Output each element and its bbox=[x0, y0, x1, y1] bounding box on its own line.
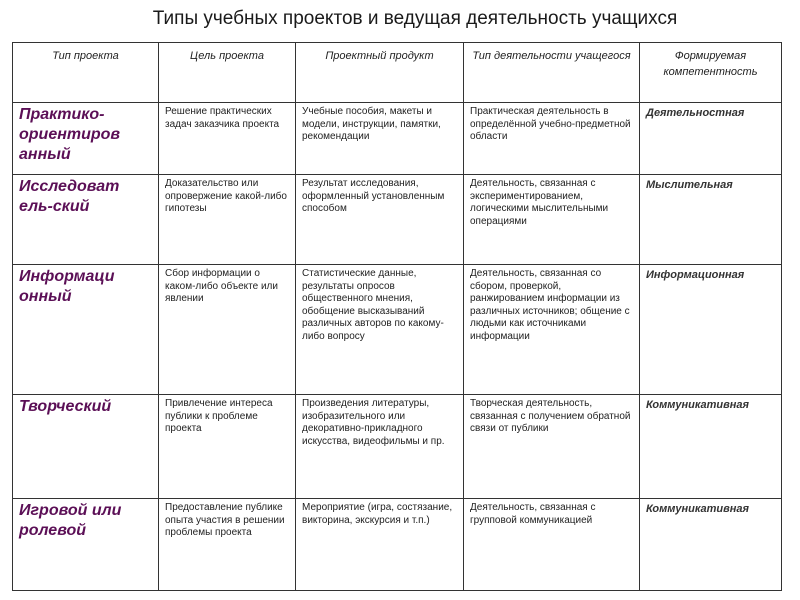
project-type-cell: Творческий bbox=[13, 395, 159, 499]
competence-cell: Информационная bbox=[640, 265, 782, 395]
project-product-cell: Произведения литературы, изобразительного или декоративно-прикладного искусства, видеофильмы и пр. bbox=[296, 395, 464, 499]
project-product-cell: Результат исследования, оформленный установленным способом bbox=[296, 175, 464, 265]
project-type-cell: Исследоват ель-ский bbox=[13, 175, 159, 265]
projects-table bbox=[12, 42, 782, 591]
project-product-cell: Мероприятие (игра, состязание, викторина, экскурсия и т.п.) bbox=[296, 499, 464, 591]
project-goal-cell: Доказательство или опровержение какой-либо гипотезы bbox=[159, 175, 296, 265]
activity-type-cell: Деятельность, связанная с экспериментированием, логическими мыслительными операциями bbox=[464, 175, 640, 265]
activity-type-cell: Практическая деятельность в определённой учебно-предметной области bbox=[464, 103, 640, 175]
table-row bbox=[13, 175, 782, 265]
activity-type-cell: Деятельность, связанная со сбором, проверкой, ранжированием информации из различных источников; общение с людьми как источниками информации bbox=[464, 265, 640, 395]
project-goal-cell: Решение практических задач заказчика проекта bbox=[159, 103, 296, 175]
table-row bbox=[13, 499, 782, 591]
activity-type-cell: Деятельность, связанная с групповой коммуникацией bbox=[464, 499, 640, 591]
project-goal-cell: Предоставление публике опыта участия в решении проблемы проекта bbox=[159, 499, 296, 591]
project-product-cell: Статистические данные, результаты опросов общественного мнения, обобщение высказываний различных авторов по какому-либо вопросу bbox=[296, 265, 464, 395]
project-type-cell: Практико-ориентиров анный bbox=[13, 103, 159, 175]
table-row bbox=[13, 265, 782, 395]
project-type-cell: Информаци онный bbox=[13, 265, 159, 395]
project-product-cell: Учебные пособия, макеты и модели, инструкции, памятки, рекомендации bbox=[296, 103, 464, 175]
header-project-goal: Цель проекта bbox=[159, 43, 296, 103]
page-title: Типы учебных проектов и ведущая деятельность учащихся bbox=[152, 8, 678, 29]
header-project-type: Тип проекта bbox=[13, 43, 159, 103]
project-goal-cell: Привлечение интереса публики к проблеме проекта bbox=[159, 395, 296, 499]
competence-cell: Коммуникативная bbox=[640, 499, 782, 591]
competence-cell: Деятельностная bbox=[640, 103, 782, 175]
header-competence: Формируемая компетентность bbox=[640, 43, 782, 103]
table-row bbox=[13, 395, 782, 499]
header-project-product: Проектный продукт bbox=[296, 43, 464, 103]
table-header-row bbox=[13, 43, 782, 103]
activity-type-cell: Творческая деятельность, связанная с получением обратной связи от публики bbox=[464, 395, 640, 499]
table-row bbox=[13, 103, 782, 175]
project-goal-cell: Сбор информации о каком-либо объекте или явлении bbox=[159, 265, 296, 395]
project-type-cell: Игровой или ролевой bbox=[13, 499, 159, 591]
competence-cell: Мыслительная bbox=[640, 175, 782, 265]
competence-cell: Коммуникативная bbox=[640, 395, 782, 499]
header-activity-type: Тип деятельности учащегося bbox=[464, 43, 640, 103]
